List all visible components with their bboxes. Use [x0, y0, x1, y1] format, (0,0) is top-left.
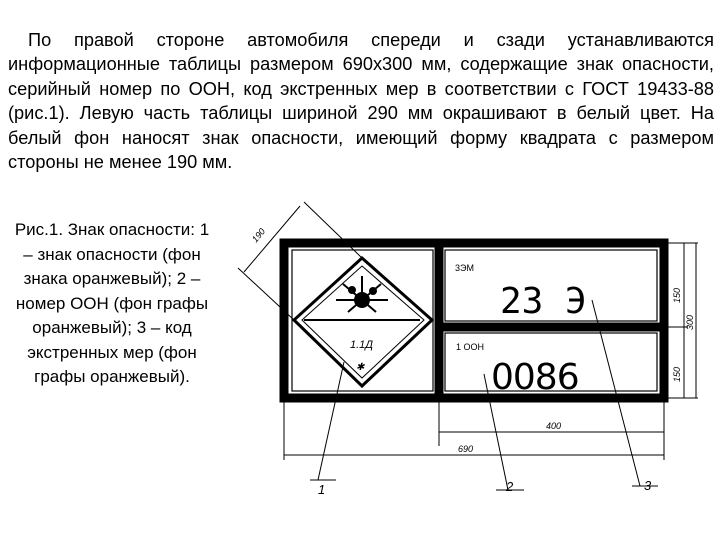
- body-paragraph-text: По правой стороне автомобиля спереди и сзади устанавливаются информационные таблицы размером 690х300 мм, содержащие знак опасности, серийный номер по ООН, код экстренных мер в соответствии с ГОСТ 19433-88 (рис.1). Левую часть таблицы шириной 290 мм окрашивают в белый цвет. На белый фон наносят знак опасности, имеющий форму квадрата с размером стороны не менее 190 мм.: [8, 30, 714, 173]
- dimension-total-height-label: 300: [685, 314, 695, 330]
- un-number-value: 0086: [491, 357, 579, 398]
- callout-2-label: 2: [506, 479, 514, 494]
- top-cell-label: 3ЭМ: [455, 263, 474, 273]
- sign-class-text: 1.1Д: [350, 339, 374, 351]
- dimension-height-top-label: 150: [672, 287, 682, 303]
- dimension-bottom: [284, 398, 664, 460]
- callout-3-label: 3: [644, 478, 652, 493]
- sign-bottom-mark: ✱: [356, 362, 365, 373]
- bottom-cell-label: 1 ООН: [456, 342, 485, 352]
- dimension-diagonal-label: 190: [249, 226, 268, 245]
- dimension-right-width-label: 400: [546, 421, 562, 431]
- emergency-code-value: 23 Э: [500, 281, 587, 322]
- callout-1-label: 1: [318, 482, 326, 497]
- dimension-height-bottom-label: 150: [672, 366, 682, 382]
- figure-caption: Рис.1. Знак опасности: 1 – знак опасности (фон знака оранжевый); 2 – номер ООН (фон графы оранжевый); 3 – код экстренных мер (фон графы оранжевый).: [14, 220, 210, 386]
- dimension-total-width-label: 690: [458, 444, 474, 454]
